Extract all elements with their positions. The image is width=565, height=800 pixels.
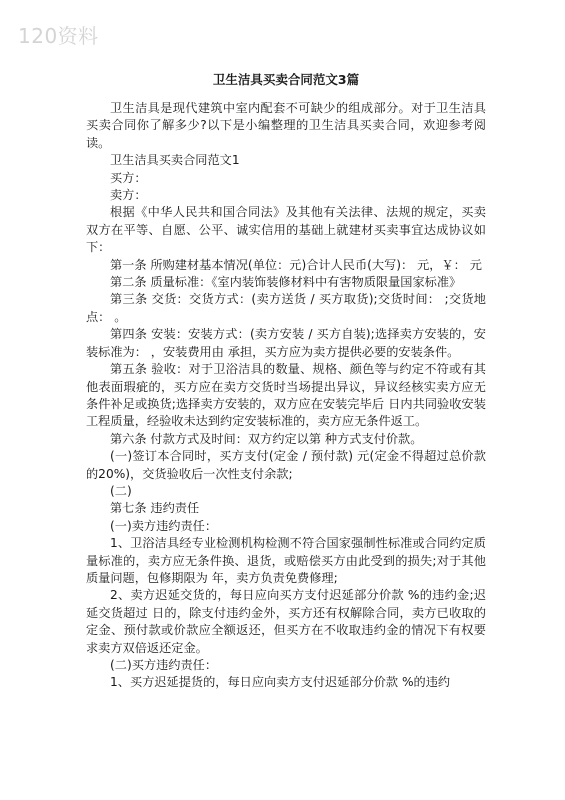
watermark: 120资料 xyxy=(18,24,99,48)
seller-line: 卖方： xyxy=(110,188,147,203)
article-6-item-2: (二) xyxy=(110,483,132,498)
seller-liability-heading: (一)卖方违约责任： xyxy=(110,518,218,533)
seller-liability-1: 1、卫浴洁具经专业检测机构检测不符合国家强制性标准或合同约定质量标准的，卖方应无条件换、退货，或赔偿买方由此受到的损失;对于其他质量问题，包修期限为 年，卖方负责免费修理; xyxy=(86,536,486,585)
document-page xyxy=(86,72,486,692)
article-6: 第六条 付款方式及时间：双方约定以第 种方式支付价款。 xyxy=(110,431,423,446)
buyer-liability-heading: (二)买方违约责任： xyxy=(110,658,218,672)
document-body xyxy=(86,100,486,692)
article-5: 第五条 验收：对于卫浴洁具的数量、规格、颜色等与约定不符或有其他表面瑕疵的，买方应在卖方交货时当场提出异议，异议经核实卖方应无条件补足或换货;选择卖方安装的，双方应在安装完毕后 日内共同验收安装工程质量，经验收未达到约定安装标准的，卖方应无条件返工。 xyxy=(86,362,486,429)
buyer-liability-1: 1、买方迟延提货的，每日应向卖方支付迟延部分价款 %的违约 xyxy=(110,675,451,690)
document-title: 卫生洁具买卖合同范文3篇 xyxy=(212,72,360,87)
article-3: 第三条 交货：交货方式：(卖方送货 / 买方取货);交货时间： ;交货地点： 。 xyxy=(86,292,486,324)
preamble-paragraph: 根据《中华人民共和国合同法》及其他有关法律、法规的规定，买卖双方在平等、自愿、公平、诚实信用的基础上就建材买卖事宜达成协议如下： xyxy=(86,205,486,255)
intro-paragraph: 卫生洁具是现代建筑中室内配套不可缺少的组成部分。对于卫生洁具买卖合同你了解多少?以下是小编整理的卫生洁具买卖合同，欢迎参考阅读。 xyxy=(86,101,486,150)
seller-liability-2: 2、卖方迟延交货的，每日应向买方支付迟延部分价款 %的违约金;迟延交货超过 日的，除支付违约金外，买方还有权解除合同，卖方已收取的定金、预付款或价款应全额返还，但买方在不收取违约金的情况下有权要求卖方双倍返还定金。 xyxy=(86,588,486,655)
section-heading: 卫生洁具买卖合同范文1 xyxy=(110,153,240,168)
buyer-line: 买方： xyxy=(110,170,147,185)
article-2: 第二条 质量标准：《室内装饰装修材料中有害物质限量国家标准》 xyxy=(110,275,462,290)
article-6-item-1: (一)签订本合同时，买方支付(定金 / 预付款) 元(定金不得超过总价款的20%)，交货验收后一次性支付余款; xyxy=(86,449,486,481)
article-7: 第七条 违约责任 xyxy=(110,501,200,516)
article-4: 第四条 安装：安装方式：(卖方安装 / 买方自装);选择卖方安装的，安装标准为： ，安装费用由 承担，买方应为卖方提供必要的安装条件。 xyxy=(86,327,486,359)
article-1: 第一条 所购建材基本情况(单位：元)合计人民币(大写)： 元，￥： 元 xyxy=(110,257,482,272)
